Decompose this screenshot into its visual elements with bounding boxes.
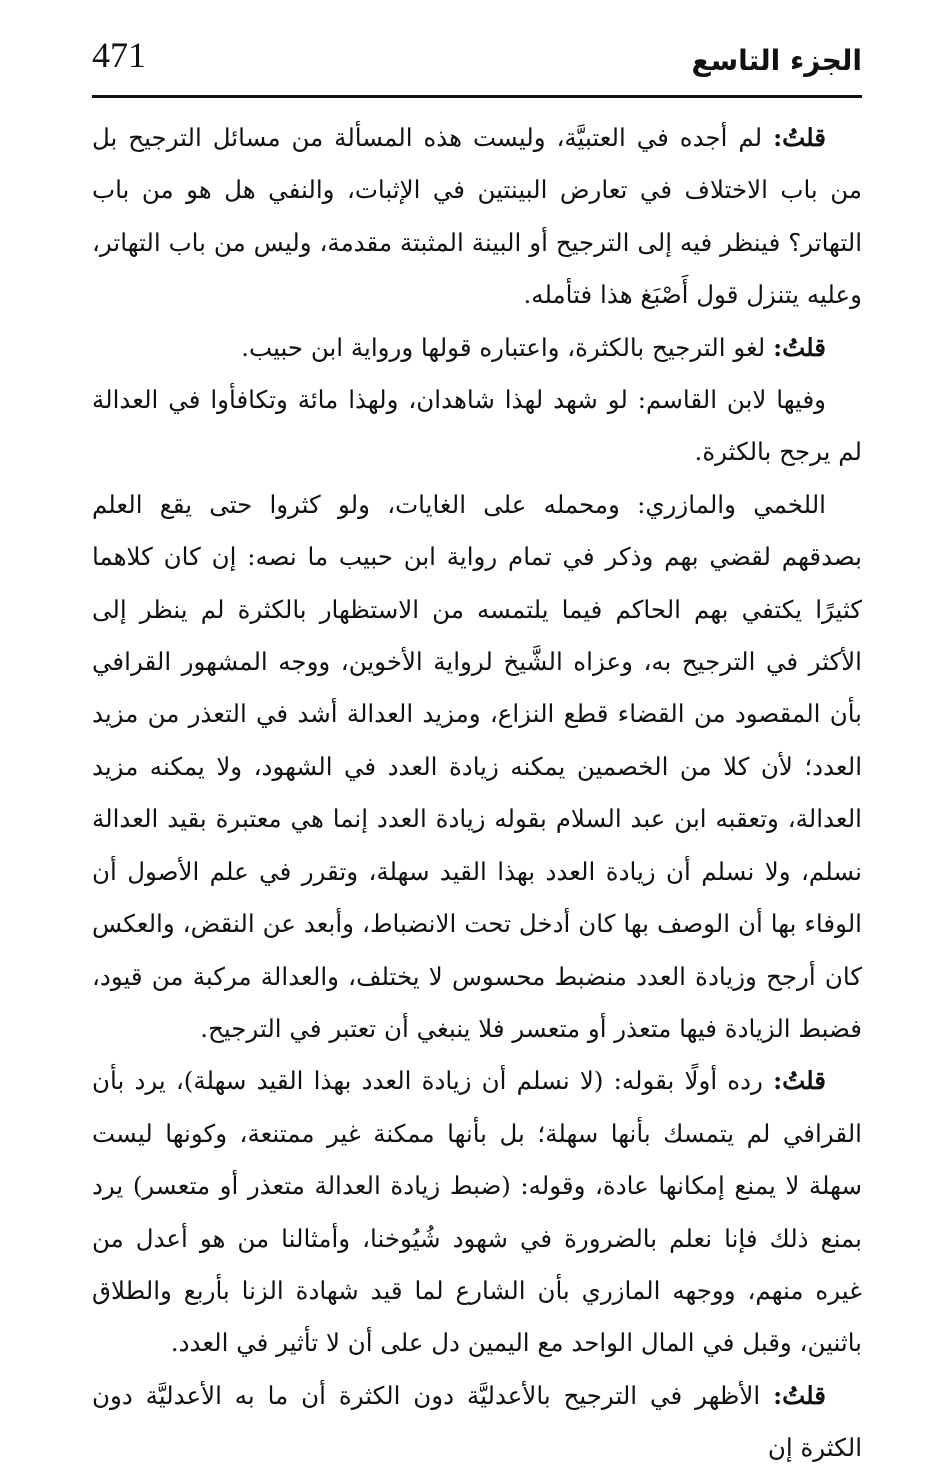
- paragraph-lead: قلتُ:: [773, 1066, 826, 1096]
- paragraph-lead: قلتُ:: [773, 123, 826, 152]
- paragraph-lead: قلتُ:: [773, 332, 826, 362]
- paragraph-text: الأظهر في الترجيح بالأعدليَّة دون الكثرة أن ما به الأعدليَّة دون الكثرة إن: [92, 1380, 862, 1463]
- page-body: [92, 112, 862, 1475]
- page-number: 471: [92, 35, 146, 75]
- paragraph: [92, 322, 862, 374]
- paragraph: [92, 1370, 862, 1475]
- paragraph: [92, 479, 862, 1055]
- paragraph-text: لغو الترجيح بالكثرة، واعتباره قولها ورواية ابن حبيب.: [241, 332, 774, 362]
- paragraph-text: رده أولًا بقوله: (لا نسلم أن زيادة العدد بهذا القيد سهلة)، يرد بأن القرافي لم يتمسك بأنها سهلة؛ بل بأنها ممكنة غير ممتنعة، وكونها ليست سهلة لا يمنع إمكانها عادة، وقوله: (ضبط زيادة العدالة متعذر أو متعسر) يرد بمنع ذلك فإنا نعلم بالضرورة في شهود شُيُوخنا، وأمثالنا من هو أعدل من غيره منهم، ووجهه المازري بأن الشارع لما قيد شهادة الزنا بأربع والطلاق باثنين، وقبل في المال الواحد مع اليمين دل على أن لا تأثير في العدد.: [92, 1066, 862, 1358]
- paragraph-text: لم أجده في العتبيَّة، وليست هذه المسألة من مسائل الترجيح بل من باب الاختلاف في تعارض البينتين في الإثبات، والنفي هل هو من باب التهاتر؟ فينظر فيه إلى الترجيح أو البينة المثبتة مقدمة، وليس من باب التهاتر، وعليه يتنزل قول أَصْبَغ هذا فتأمله.: [92, 123, 862, 310]
- paragraph-text: اللخمي والمازري: ومحمله على الغايات، ولو كثروا حتى يقع العلم بصدقهم لقضي بهم وذكر في تمام رواية ابن حبيب ما نصه: إن كان كلاهما كثيرًا يكتفي بهم الحاكم فيما يلتمسه من الاستظهار بالكثرة لم ينظر إلى الأكثر في الترجيح به، وعزاه الشَّيخ لرواية الأخوين، ووجه المشهور القرافي بأن المقصود من القضاء قطع النزاع، ومزيد العدالة أشد في التعذر من مزيد العدد؛ لأن كلا من الخصمين يمكنه زيادة العدد في الشهود، ولا يمكنه مزيد العدالة، وتعقبه ابن عبد السلام بقوله زيادة العدد إنما هي معتبرة بقيد العدالة نسلم، ولا نسلم أن زيادة العدد بهذا القيد سهلة، وتقرر في علم الأصول أن الوفاء بها أن الوصف بها كان أدخل تحت الانضباط، وأبعد عن النقض، والعكس كان أرجح وزيادة العدد منضبط محسوس لا يختلف، والعدالة مركبة من قيود، فضبط الزيادة فيها متعذر أو متعسر فلا ينبغي أن تعتبر في الترجيح.: [92, 489, 862, 1043]
- paragraph: [92, 374, 862, 479]
- paragraph: [92, 112, 862, 322]
- paragraph-text: وفيها لابن القاسم: لو شهد لهذا شاهدان، ولهذا مائة وتكافأوا في العدالة لم يرجح بالكثرة.: [92, 385, 862, 467]
- paragraph-lead: قلتُ:: [773, 1380, 826, 1410]
- paragraph: [92, 1055, 862, 1369]
- page-header: [92, 28, 862, 88]
- running-title: الجزء التاسع: [691, 44, 862, 77]
- header-divider: [92, 95, 862, 98]
